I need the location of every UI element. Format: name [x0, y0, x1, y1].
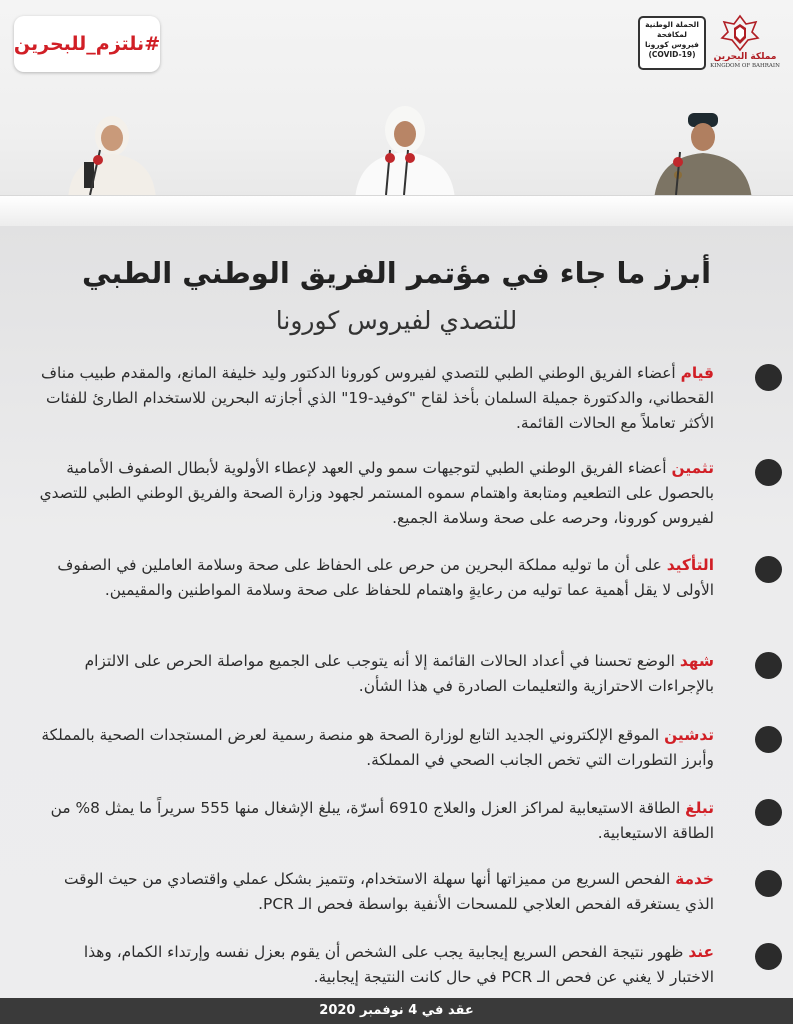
hashtag-badge — [14, 16, 160, 72]
kingdom-name-english: KINGDOM OF BAHRAIN — [710, 63, 780, 69]
campaign-line-3: فيروس كورونا — [645, 40, 699, 49]
covid-campaign-logo — [638, 16, 706, 70]
bullet-icon — [755, 556, 782, 583]
item-keyword: التأكيد — [666, 556, 714, 574]
page-title: أبرز ما جاء في مؤتمر الفريق الوطني الطبي — [81, 256, 712, 290]
item-keyword: عند — [688, 943, 714, 961]
list-item — [38, 867, 714, 917]
item-keyword: تدشين — [664, 726, 714, 744]
item-keyword: شهد — [679, 652, 714, 670]
item-text: على أن ما توليه مملكة البحرين من حرص على الحفاظ على صحة وسلامة العاملين في الصفوف الأولى لا يقل أهمية عما توليه من رعايةٍ واهتمام للحفاظ على صحة وسلامة المواطنين والمقيمين. — [57, 556, 714, 599]
item-keyword: قيام — [680, 364, 714, 382]
list-item — [38, 940, 714, 990]
item-text: أعضاء الفريق الوطني الطبي للتصدي لفيروس كورونا الدكتور وليد خليفة المانع، والمقدم طبيب مناف القحطاني، والدكتورة جميلة السلمان بأخذ لقاح "كوفيد-19" الذي أجازته البحرين للاستخدام الطارئ للفئات الأكثر تعاملاً مع الحالات القائمة. — [41, 364, 714, 432]
bullet-icon — [755, 364, 782, 391]
list-item — [38, 796, 714, 846]
kingdom-name-arabic: مملكة البحرين — [713, 52, 777, 62]
list-item — [38, 456, 714, 531]
item-text: الطاقة الاستيعابية لمراكز العزل والعلاج 6910 أسرّة، يبلغ الإشغال منها 555 سريراً ما يمثل 8% من الطاقة الاستيعابية. — [50, 799, 714, 842]
campaign-line-1: الحملة الوطنية — [645, 20, 699, 29]
item-text: الفحص السريع من مميزاتها أنها سهلة الاستخدام، وتتميز بشكل عملي واقتصادي من حيث الوقت الذي يستغرقه الفحص العلاجي للمسحات الأنفية بواسطة فحص الـ PCR. — [63, 870, 714, 913]
item-keyword: تثمين — [671, 459, 714, 477]
footer-date: عقد في 4 نوفمبر 2020 — [0, 998, 793, 1024]
page-subtitle: للتصدي لفيروس كورونا — [275, 306, 518, 335]
bahrain-emblem-icon — [716, 12, 764, 54]
microphones — [70, 140, 750, 200]
campaign-line-2: لمكافحة — [657, 30, 687, 39]
bullet-icon — [755, 726, 782, 753]
item-keyword: خدمة — [675, 870, 714, 888]
conference-desk — [0, 195, 793, 226]
bullet-icon — [755, 943, 782, 970]
list-item — [38, 361, 714, 436]
item-text: أعضاء الفريق الوطني الطبي لتوجيهات سمو ولي العهد لإعطاء الأولوية لأبطال الصفوف الأمامية بالحصول على التطعيم ومتابعة واهتمام سموه المستمر لجهود وزارة الصحة والفريق الوطني الطبي للتصدي لفيروس كورونا، وحرصه على صحة وسلامة الجميع. — [39, 459, 714, 527]
bullet-icon — [755, 459, 782, 486]
hashtag-text: #نلتزم_للبحرين — [13, 33, 161, 55]
bullet-icon — [755, 799, 782, 826]
bullet-icon — [755, 652, 782, 679]
campaign-line-4: (COVID-19) — [648, 50, 696, 59]
item-text: الموقع الإلكتروني الجديد التابع لوزارة الصحة هو منصة رسمية لعرض المستجدات الصحية بالمملكة وأبرز التطورات التي تخص الجانب الصحي في المملكة. — [41, 726, 714, 769]
item-keyword: تبلغ — [685, 799, 714, 817]
list-item — [38, 723, 714, 773]
conference-photo — [0, 0, 793, 226]
bullet-icon — [755, 870, 782, 897]
item-text: الوضع تحسنا في أعداد الحالات القائمة إلا أنه يتوجب على الجميع مواصلة الحرص على الالتزام بالإجراءات الاحترازية والتعليمات الصادرة في هذا الشأن. — [84, 652, 714, 695]
list-item — [38, 553, 714, 603]
item-text: ظهور نتيجة الفحص السريع إيجابية يجب على الشخص أن يقوم بعزل نفسه وإرتداء الكمام، وهذا الاختبار لا يغني عن فحص الـ PCR في حال كانت النتيجة إيجابية. — [83, 943, 714, 986]
list-item — [38, 649, 714, 699]
